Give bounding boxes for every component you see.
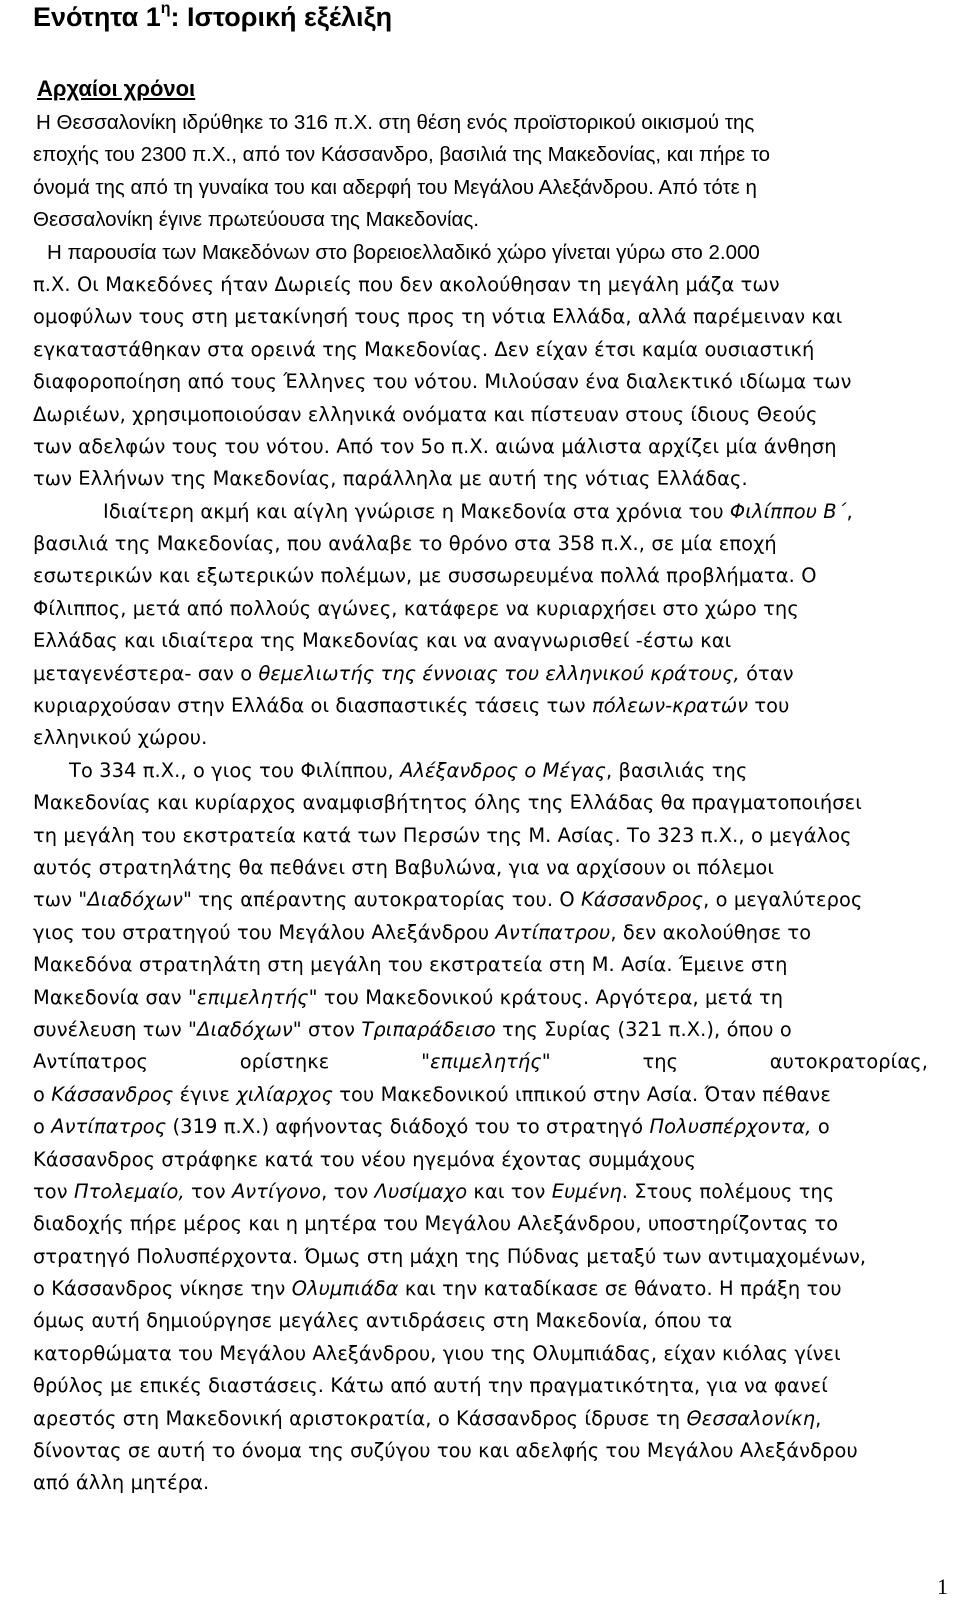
paragraph-4-line: αυτός στρατηλάτης θα πεθάνει στη Βαβυλώνα, για να αρχίσουν οι πόλεμοι [33, 855, 774, 879]
paragraph-4-line: Μακεδόνα στρατηλάτη στη μεγάλη του εκστρατεία στη Μ. Ασία. Έμεινε στη [33, 953, 788, 977]
page-number: 1 [937, 1574, 948, 1599]
paragraph-4-line: ο Κάσσανδρος νίκησε την Ολυμπιάδα και την καταδίκασε σε θάνατο. Η πράξη του [33, 1277, 842, 1301]
paragraph-2-line: Δωριέων, χρησιμοποιούσαν ελληνικά ονόματα και πίστευαν στους ίδιους Θεούς [33, 402, 818, 426]
body-text [33, 107, 928, 1500]
page-title: Ενότητα $1^\eta$: Ιστορική εξέλιξη [33, 0, 393, 32]
section-heading: Αρχαίοι χρόνοι [37, 76, 196, 101]
paragraph-4-line: τη μεγάλη του εκστρατεία κατά των Περσών της Μ. Ασίας. Το 323 π.Χ., ο μεγάλος [33, 823, 852, 847]
paragraph-2-line: των Ελλήνων της Μακεδονίας, παράλληλα με αυτή της νότιας Ελλάδας. [33, 467, 748, 491]
paragraph-4-line: συνέλευση των "Διαδόχων" στον Τριπαράδεισο της Συρίας (321 π.Χ.), όπου ο [33, 1017, 792, 1041]
paragraph-1 [33, 107, 928, 237]
paragraph-3-line: Φίλιππος, μετά από πολλούς αγώνες, κατάφερε να κυριαρχήσει στο χώρο της [33, 596, 799, 620]
paragraph-4 [33, 755, 928, 1500]
paragraph-4-line: από άλλη μητέρα. [33, 1471, 210, 1495]
paragraph-3-line: Ιδιαίτερη ακμή και αίγλη γνώρισε η Μακεδονία στα χρόνια του Φιλίππου Β΄, [103, 499, 853, 523]
paragraph-2-line: εγκαταστάθηκαν στα ορεινά της Μακεδονίας. Δεν είχαν έτσι καμία ουσιαστική [33, 337, 815, 361]
paragraph-1-line: όνομά της από τη γυναίκα του και αδερφή του Μεγάλου Αλεξάνδρου. Από τότε η [33, 175, 757, 199]
paragraph-3-line: Ελλάδας και ιδιαίτερα της Μακεδονίας και να αναγνωρισθεί -έστω και [33, 629, 732, 653]
paragraph-4-line: στρατηγό Πολυσπέρχοντα. Όμως στη μάχη της Πύδνας μεταξύ των αντιμαχομένων, [33, 1244, 867, 1268]
paragraph-4-line: Το 334 π.Χ., ο γιος του Φιλίππου, Αλέξανδρος ο Μέγας, βασιλιάς της [69, 758, 748, 782]
paragraph-4-line: γιος του στρατηγού του Μεγάλου Αλεξάνδρου Αντίπατρου, δεν ακολούθησε το [33, 920, 812, 944]
paragraph-1-line: Η Θεσσαλονίκη ιδρύθηκε το 316 π.Χ. στη θέση ενός προϊστορικού οικισμού της [36, 111, 755, 134]
paragraph-1-line: εποχής του 2300 π.Χ., από τον Κάσσανδρο, βασιλιά της Μακεδονίας, και πήρε το [33, 143, 771, 167]
paragraph-2-line: π.Χ. Οι Μακεδόνες ήταν Δωριείς που δεν ακολούθησαν τη μεγάλη μάζα των [33, 272, 780, 296]
paragraph-2-line: Η παρουσία των Μακεδόνων στο βορειοελλαδικό χώρο γίνεται γύρω στο 2.000 [47, 240, 760, 264]
paragraph-4-line: διαδοχής πήρε μέρος και η μητέρα του Μεγάλου Αλεξάνδρου, υποστηρίζοντας το [33, 1212, 839, 1236]
paragraph-4-line: ο Κάσσανδρος έγινε χιλίαρχος του Μακεδονικού ιππικού στην Ασία. Όταν πέθανε [33, 1082, 831, 1106]
paragraph-3 [33, 496, 928, 755]
paragraph-4-line: αρεστός στη Μακεδονική αριστοκρατία, ο Κάσσανδρος ίδρυσε τη Θεσσαλονίκη, [33, 1406, 822, 1430]
paragraph-2-line: των αδελφών τους του νότου. Από τον 5ο π.Χ. αιώνα μάλιστα αρχίζει μία άνθηση [33, 434, 837, 458]
paragraph-4-line: Μακεδονίας και κυρίαρχος αναμφισβήτητος όλης της Ελλάδας θα πραγματοποιήσει [33, 791, 862, 815]
paragraph-4-line: θρύλος με επικές διαστάσεις. Κάτω από αυτή την πραγματικότητα, για να φανεί [33, 1374, 828, 1398]
paragraph-2-line: ομοφύλων τους στη μετακίνησή τους προς τη νότια Ελλάδα, αλλά παρέμειναν και [33, 305, 843, 329]
paragraph-4-line: Αντίπατρος ορίστηκε "επιμελητής" της αυτοκρατορίας, [33, 1050, 928, 1074]
paragraph-2 [33, 237, 928, 496]
paragraph-1-line: Θεσσαλονίκη έγινε πρωτεύουσα της Μακεδονίας. [33, 208, 479, 232]
paragraph-3-line: κυριαρχούσαν στην Ελλάδα οι διασπαστικές τάσεις των πόλεων-κρατών του [33, 694, 790, 718]
paragraph-4-line: Κάσσανδρος στράφηκε κατά του νέου ηγεμόνα έχοντας συμμάχους [33, 1147, 696, 1171]
paragraph-3-line: μεταγενέστερα- σαν ο θεμελιωτής της έννοιας του ελληνικού κράτους, όταν [33, 661, 794, 685]
paragraph-3-line: ελληνικού χώρου. [33, 726, 208, 750]
paragraph-4-line: δίνοντας σε αυτή το όνομα της συζύγου του και αδελφής του Μεγάλου Αλεξάνδρου [33, 1439, 858, 1463]
paragraph-4-line: κατορθώματα του Μεγάλου Αλεξάνδρου, γιου της Ολυμπιάδας, είχαν κιόλας γίνει [33, 1341, 841, 1365]
paragraph-4-line: Μακεδονία σαν "επιμελητής" του Μακεδονικού κράτους. Αργότερα, μετά τη [33, 985, 784, 1009]
paragraph-4-line: τον Πτολεμαίο, τον Αντίγονο, τον Λυσίμαχο και τον Ευμένη. Στους πολέμους της [33, 1179, 835, 1203]
paragraph-4-line: ο Αντίπατρος (319 π.Χ.) αφήνοντας διάδοχό του το στρατηγό Πολυσπέρχοντα, ο [33, 1115, 830, 1139]
paragraph-3-line: βασιλιά της Μακεδονίας, που ανάλαβε το θρόνο στα 358 π.Χ., σε μία εποχή [33, 532, 777, 556]
paragraph-4-line: των "Διαδόχων" της απέραντης αυτοκρατορίας του. Ο Κάσσανδρος, ο μεγαλύτερος [33, 888, 863, 912]
paragraph-4-line: όμως αυτή δημιούργησε μεγάλες αντιδράσεις στη Μακεδονία, όπου τα [33, 1309, 733, 1333]
paragraph-2-line: διαφοροποίηση από τους Έλληνες του νότου. Μιλούσαν ένα διαλεκτικό ιδίωμα των [33, 370, 852, 394]
paragraph-3-line: εσωτερικών και εξωτερικών πολέμων, με συσσωρευμένα πολλά προβλήματα. Ο [33, 564, 817, 588]
